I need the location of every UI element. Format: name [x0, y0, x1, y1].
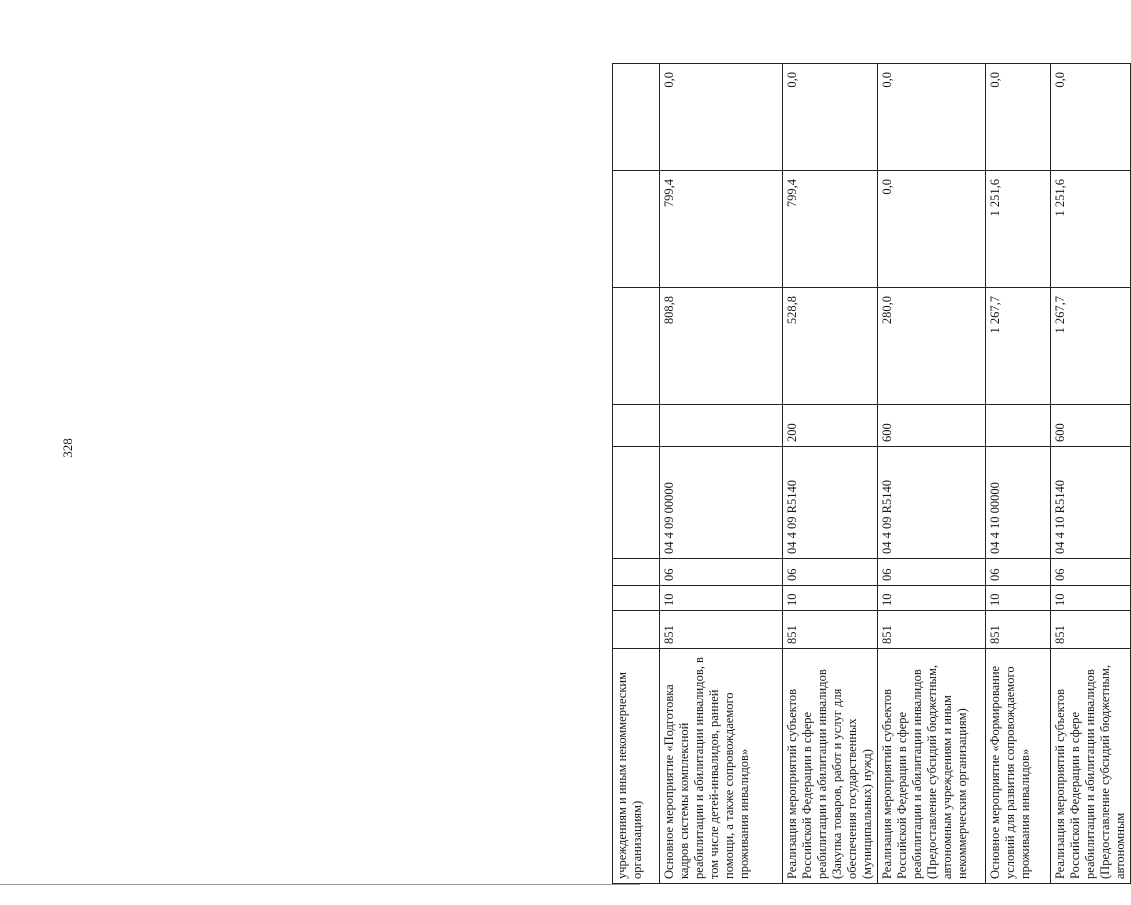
- cell-grbs: 851: [986, 611, 1051, 649]
- cell-value-2: 799,4: [660, 171, 783, 288]
- cell-csr: 04 4 09 R5140: [783, 447, 878, 559]
- page-number: 328: [59, 438, 75, 458]
- row-description: учреждениям и иным некоммерческим организациям): [613, 649, 660, 884]
- cell-pr: [613, 559, 660, 586]
- cell-value-1: 1 267,7: [1051, 288, 1131, 405]
- cell-value-2: 799,4: [783, 171, 878, 288]
- cell-value-3: [613, 64, 660, 171]
- cell-value-3: 0,0: [986, 64, 1051, 171]
- cell-value-2: 1 251,6: [1051, 171, 1131, 288]
- cell-value-1: 1 267,7: [986, 288, 1051, 405]
- cell-rz: [613, 586, 660, 611]
- cell-value-3: 0,0: [660, 64, 783, 171]
- cell-grbs: 851: [660, 611, 783, 649]
- table-row: [878, 64, 986, 884]
- scan-bottom-edge: [0, 884, 640, 885]
- cell-vr: 600: [1051, 405, 1131, 447]
- cell-grbs: [613, 611, 660, 649]
- cell-vr: 200: [783, 405, 878, 447]
- row-description: Реализация мероприятий субъектов Российской Федерации в сфере реабилитации и абилитации инвалидов (Предоставление субсидий бюджетным, автономным: [1051, 649, 1131, 884]
- cell-grbs: 851: [878, 611, 986, 649]
- cell-rz: 10: [660, 586, 783, 611]
- cell-pr: 06: [986, 559, 1051, 586]
- rotated-page-content: [612, 64, 1127, 884]
- cell-csr: 04 4 10 00000: [986, 447, 1051, 559]
- cell-vr: [986, 405, 1051, 447]
- row-description: Реализация мероприятий субъектов Российской Федерации в сфере реабилитации и абилитации инвалидов (Предоставление субсидий бюджетным, автономным учреждениям и иным некоммерческим организациям): [878, 649, 986, 884]
- cell-pr: 06: [783, 559, 878, 586]
- cell-csr: 04 4 10 R5140: [1051, 447, 1131, 559]
- row-description: Основное мероприятие «Подготовка кадров системы комплексной реабилитации и абилитации инвалидов, в том числе детей-инвалидов, ранней помощи, а также сопровождаемого проживания инвалидов»: [660, 649, 783, 884]
- cell-value-1: 280,0: [878, 288, 986, 405]
- cell-grbs: 851: [1051, 611, 1131, 649]
- table-row: [1051, 64, 1131, 884]
- cell-pr: 06: [1051, 559, 1131, 586]
- cell-vr: [660, 405, 783, 447]
- cell-value-3: 0,0: [878, 64, 986, 171]
- cell-vr: [613, 405, 660, 447]
- cell-value-3: 0,0: [1051, 64, 1131, 171]
- cell-value-2: 1 251,6: [986, 171, 1051, 288]
- cell-grbs: 851: [783, 611, 878, 649]
- cell-csr: 04 4 09 00000: [660, 447, 783, 559]
- cell-rz: 10: [986, 586, 1051, 611]
- cell-rz: 10: [783, 586, 878, 611]
- cell-pr: 06: [878, 559, 986, 586]
- cell-value-1: 528,8: [783, 288, 878, 405]
- cell-csr: [613, 447, 660, 559]
- row-description: Реализация мероприятий субъектов Российской Федерации в сфере реабилитации и абилитации инвалидов (Закупка товаров, работ и услуг для обеспечения государственных (муниципальных) нужд): [783, 649, 878, 884]
- table-row: [986, 64, 1051, 884]
- row-description: Основное мероприятие «Формирование условий для развития сопровождаемого проживания инвалидов»: [986, 649, 1051, 884]
- cell-value-1: [613, 288, 660, 405]
- cell-vr: 600: [878, 405, 986, 447]
- table-row: [613, 64, 660, 884]
- cell-value-2: [613, 171, 660, 288]
- cell-rz: 10: [878, 586, 986, 611]
- cell-value-1: 808,8: [660, 288, 783, 405]
- cell-csr: 04 4 09 R5140: [878, 447, 986, 559]
- table-row: [660, 64, 783, 884]
- cell-value-2: 0,0: [878, 171, 986, 288]
- table-row: [783, 64, 878, 884]
- cell-pr: 06: [660, 559, 783, 586]
- budget-table: [612, 63, 1131, 884]
- cell-value-3: 0,0: [783, 64, 878, 171]
- cell-rz: 10: [1051, 586, 1131, 611]
